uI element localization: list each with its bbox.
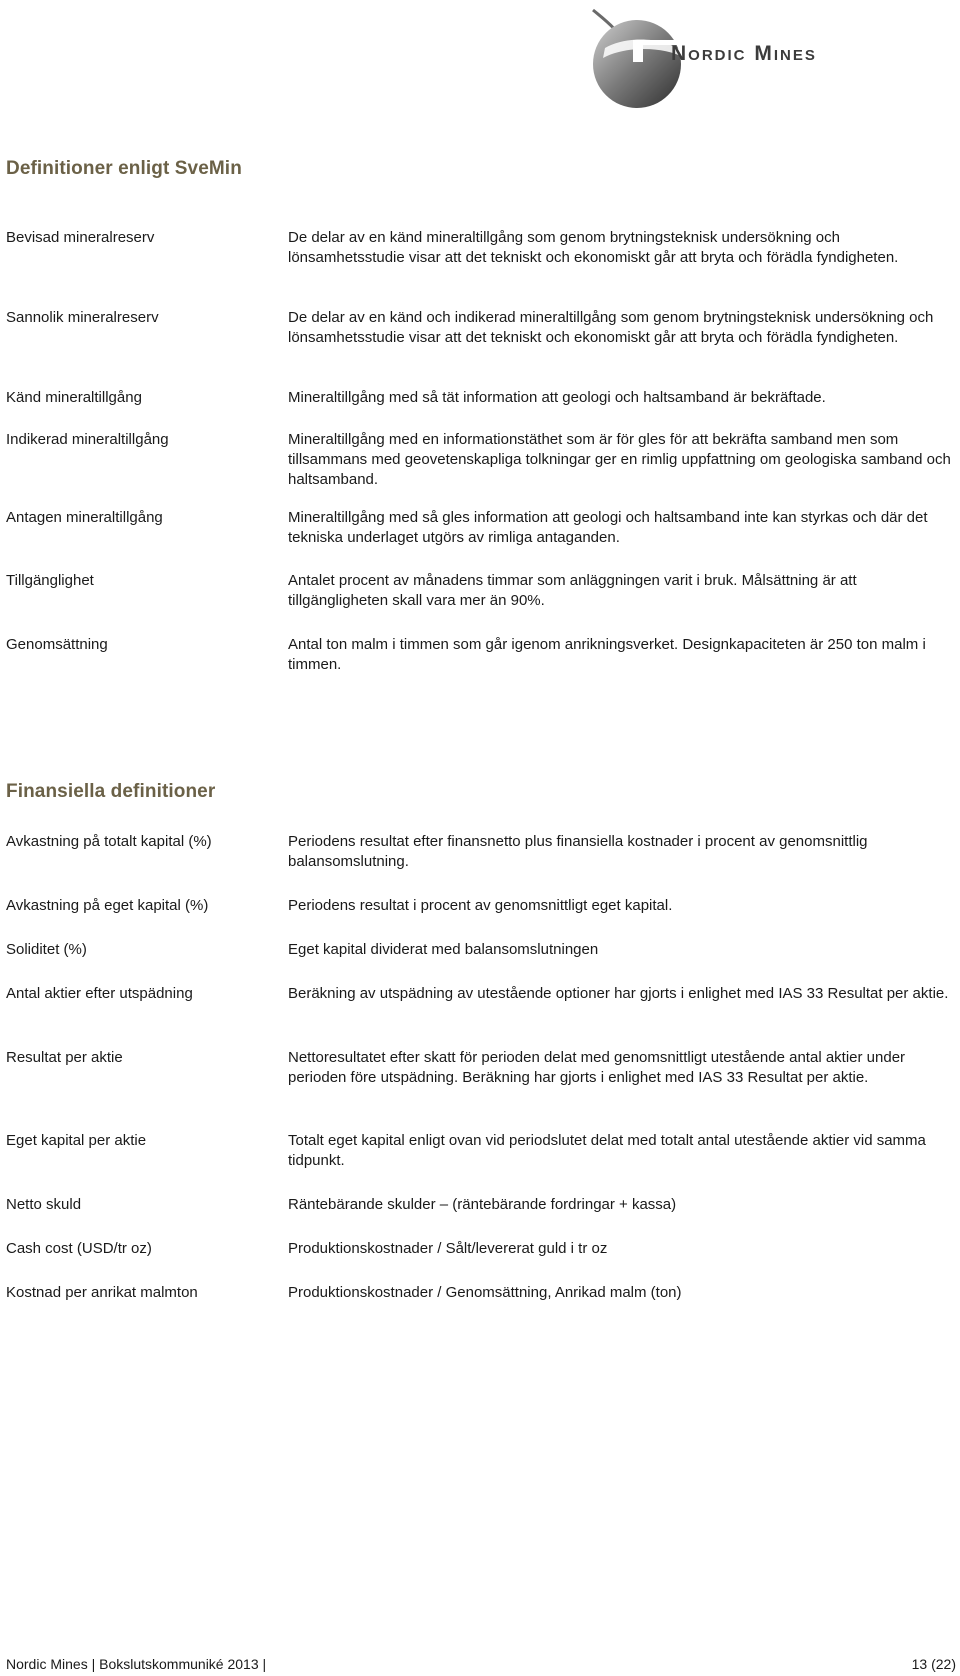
definition-description: Mineraltillgång med en informationstäthet som är för gles för att bekräfta samband men som tillsammans med geovetenskapliga tolkningar ger en rimlig uppfattning om geologiska samband och haltsamband. [288,431,951,488]
section-title-financial: Finansiella definitioner [6,781,216,802]
definition-term: Känd mineraltillgång [6,389,142,406]
nordic-mines-logo-icon [585,6,905,116]
definition-term: Tillgänglighet [6,572,94,589]
definition-term: Eget kapital per aktie [6,1132,147,1149]
logo-wordmark: Nordic Mines [671,42,817,65]
definition-description: Mineraltillgång med så tät information att geologi och haltsamband är bekräftade. [288,389,826,406]
definition-term: Avkastning på eget kapital (%) [6,897,209,914]
definition-term: Netto skuld [6,1196,82,1213]
definition-term: Cash cost (USD/tr oz) [6,1240,152,1257]
definition-term: Antal aktier efter utspädning [6,985,193,1002]
definition-term: Indikerad mineraltillgång [6,431,169,448]
definition-description: Räntebärande skulder – (räntebärande fordringar + kassa) [288,1196,677,1213]
definition-description: Eget kapital dividerat med balansomslutningen [288,941,599,958]
definition-description: Nettoresultatet efter skatt för perioden delat med genomsnittligt utestående antal aktier under perioden före utspädning. Beräkning har gjorts i enlighet med IAS 33 Resultat per aktie. [288,1049,906,1086]
definition-description: Antal ton malm i timmen som går igenom anrikningsverket. Designkapaciteten är 250 ton malm i timmen. [288,636,926,673]
definition-term: Genomsättning [6,636,108,653]
definition-description: Produktionskostnader / Sålt/levererat guld i tr oz [288,1240,608,1257]
footer-page-number: 13 (22) [911,1656,956,1672]
definition-description: Antalet procent av månadens timmar som anläggningen varit i bruk. Målsättning är att tillgängligheten skall vara mer än 90%. [288,572,857,609]
footer-document-title: Nordic Mines | Bokslutskommuniké 2013 | [6,1656,267,1672]
definition-description: Beräkning av utspädning av utestående optioner har gjorts i enlighet med IAS 33 Resultat per aktie. [288,985,949,1002]
definition-term: Kostnad per anrikat malmton [6,1284,198,1301]
definition-term: Antagen mineraltillgång [6,509,163,526]
definition-description: De delar av en känd mineraltillgång som genom brytningsteknisk undersökning och lönsamhetsstudie visar att det tekniskt och ekonomiskt går att bryta och förädla fyndigheten. [288,229,899,266]
page-footer [0,1654,960,1674]
definition-description: Periodens resultat efter finansnetto plus finansiella kostnader i procent av genomsnittlig balansomslutning. [288,833,868,870]
definition-description: De delar av en känd och indikerad mineraltillgång som genom brytningsteknisk undersökning och lönsamhetsstudie visar att det tekniskt och ekonomiskt går att bryta och förädla fyndigheten. [288,309,934,346]
definition-term: Soliditet (%) [6,941,87,958]
definition-term: Bevisad mineralreserv [6,229,155,246]
definition-term: Avkastning på totalt kapital (%) [6,833,212,850]
definition-description: Totalt eget kapital enligt ovan vid periodslutet delat med totalt antal utestående aktier vid samma tidpunkt. [288,1132,926,1169]
definition-description: Mineraltillgång med så gles information att geologi och haltsamband inte kan styrkas och där det tekniska underlaget utgörs av rimliga antaganden. [288,509,928,546]
company-logo [585,6,905,116]
definition-description: Produktionskostnader / Genomsättning, Anrikad malm (ton) [288,1284,682,1301]
definition-term: Sannolik mineralreserv [6,309,159,326]
definition-term: Resultat per aktie [6,1049,123,1066]
section-title-svemin: Definitioner enligt SveMin [6,158,242,179]
definition-description: Periodens resultat i procent av genomsnittligt eget kapital. [288,897,673,914]
